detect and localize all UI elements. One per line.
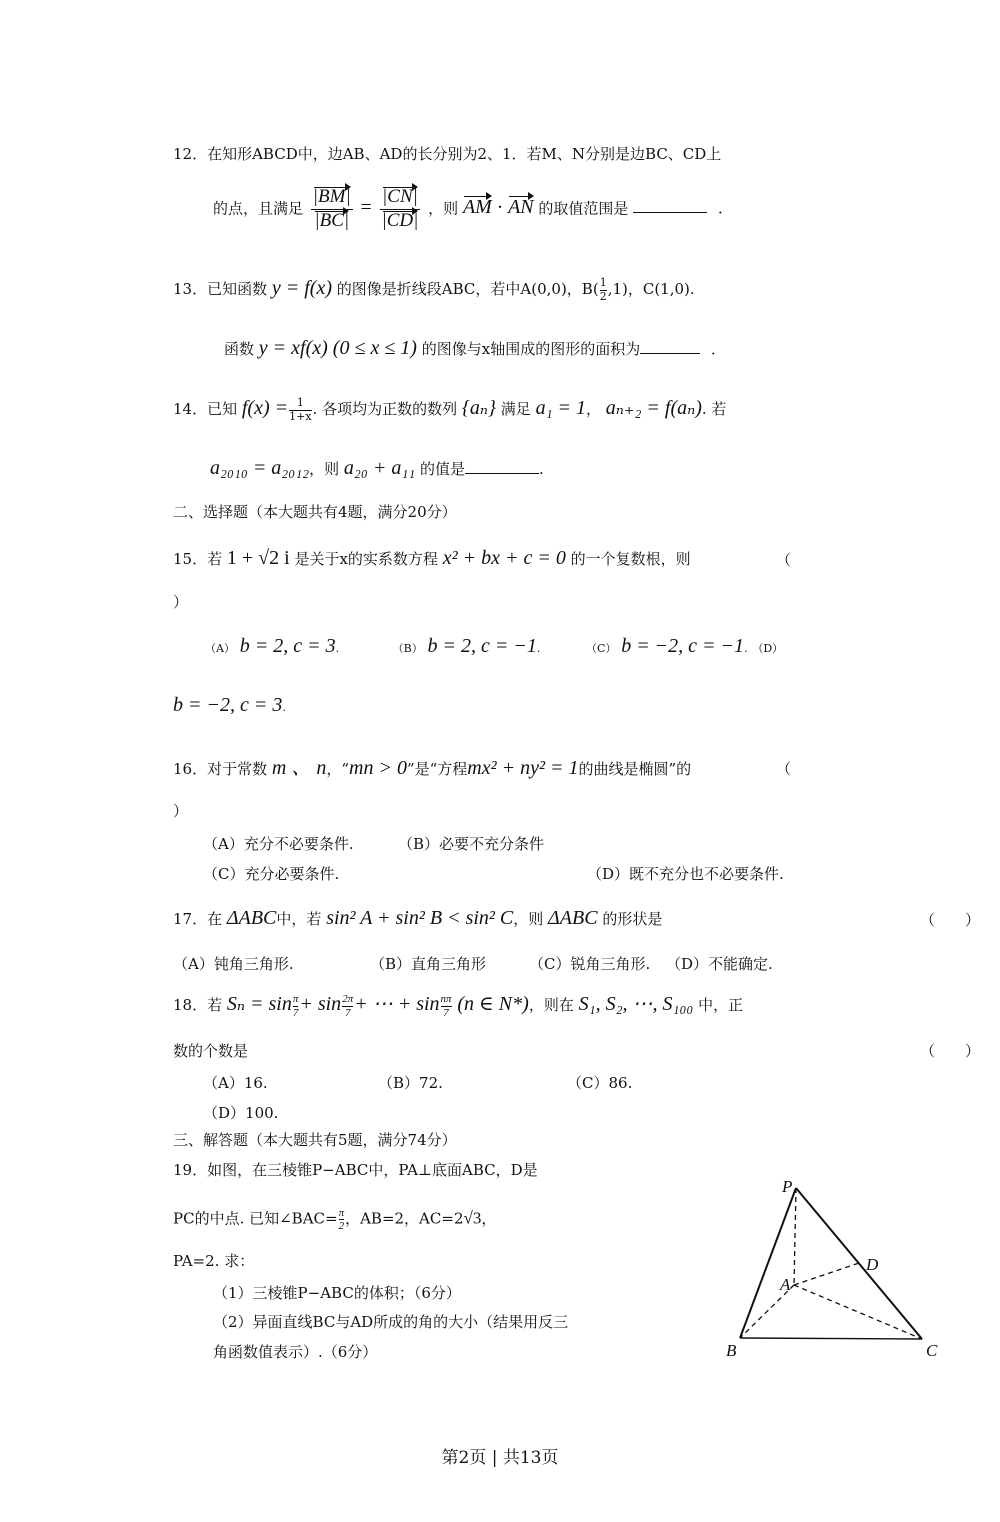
q15-opt-b-label: （B） (392, 642, 423, 655)
q18-text-a: 18．若 (173, 996, 223, 1014)
q14-text-f: 的值是 (420, 460, 466, 478)
q14-answer-blank (465, 459, 539, 474)
q19-line3: PA=2. 求： (173, 1252, 255, 1270)
q18-opt-a: （A）16. (203, 1074, 268, 1092)
q15-opt-c-label: （C） (585, 642, 617, 655)
q14-text-a: 14．已知 (173, 400, 238, 418)
q18-opt-b: （B）72. (378, 1074, 443, 1092)
q17-text-c: ，则 (513, 910, 544, 928)
q17-text-d: 的形状是 (602, 910, 663, 928)
q12-answer-blank (633, 198, 707, 213)
label-b: B (726, 1341, 737, 1360)
q18-line1 (173, 992, 743, 1019)
label-d: D (866, 1255, 879, 1274)
q18-cond: (n ∈ N*) (457, 993, 529, 1015)
q14-end: . (539, 460, 544, 478)
q17-opt-a: （A）钝角三角形. (173, 955, 294, 973)
q17-text-a: 17．在 (173, 910, 223, 928)
q15-text-b: 是关于x的实系数方程 (294, 550, 438, 568)
q15-opt-d-line: b = −2, c = 3. (173, 694, 286, 716)
q15-opt-a-label: （A） (205, 642, 235, 655)
q14-line2 (210, 456, 544, 480)
label-c: C (926, 1341, 938, 1360)
q16-text-c: ”是“方程 (406, 760, 468, 778)
q19-text-b: ，AB=2，AC=2 (345, 1209, 464, 1228)
q13-text-a: 13．已知函数 (173, 280, 268, 298)
vec-am: AM (462, 196, 492, 219)
q14-text-b: . 各项均为正数的数列 (312, 400, 458, 418)
q17-opt-b: （B）直角三角形 (370, 955, 487, 973)
q16-opt-b: （B）必要不充分条件 (398, 835, 545, 853)
q19-line2 (173, 1207, 496, 1232)
q15-expr: 1 + √2 i (226, 547, 290, 569)
edge-pa (794, 1188, 796, 1285)
q15-options: （A） b = 2, c = 3. （B） b = 2, c = −1. （C） b = −2, c = −1. （D） (205, 635, 784, 657)
q18-plus-sin: + sin (299, 993, 342, 1015)
q15-opt-a: b = 2, c = 3 (239, 635, 336, 657)
q17-text-b: 中，若 (276, 910, 322, 928)
q16-eq: mx² + ny² = 1 (467, 757, 579, 779)
q17-tri2: ΔABC (548, 907, 598, 929)
q12-text-b: ，则 (428, 199, 459, 218)
q15-opt-d: b = −2, c = 3 (173, 694, 283, 716)
q12-end: ． (718, 199, 734, 218)
q18-opt-d: （D）100. (203, 1104, 279, 1122)
vec-an: AN (508, 196, 534, 219)
q16-line1 (173, 756, 691, 780)
q18-opt-c: （C）86. (567, 1074, 633, 1092)
q14-cond2: aₙ₊₂ = f(aₙ) (605, 397, 702, 419)
edge-pc (796, 1188, 922, 1339)
q14-cond3: a₂₀₁₀ = a₂₀₁₂ (210, 457, 310, 479)
q13-text-d: 函数 (224, 340, 255, 358)
q15-eq: x² + bx + c = 0 (442, 547, 566, 569)
q19-line1: 19．如图，在三棱锥P−ABC中，PA⊥底面ABC，D是 (173, 1161, 538, 1179)
label-p: P (782, 1177, 793, 1196)
q16-paren-close: ） (173, 802, 189, 820)
q17-tri: ΔABC (226, 907, 277, 929)
q15-opt-b: b = 2, c = −1 (427, 635, 537, 657)
vec-bc: |BC| (314, 209, 350, 231)
q18-text-c: 中，正 (698, 996, 744, 1014)
section-2-title: 二、选择题（本大题共有4题，满分20分） (173, 503, 457, 521)
tetrahedron-figure (720, 1172, 950, 1367)
q13-func: y = f(x) (271, 277, 333, 299)
q18-frac3: $\frac{n\pi}{7}$ (440, 993, 452, 1019)
q15-text-a: 15．若 (173, 550, 223, 568)
q16-text-b: ，“ (326, 760, 349, 778)
q16-text-a: 16．对于常数 (173, 760, 268, 778)
q15-paren-close: ） (173, 593, 189, 611)
q16-opt-d: （D）既不充分也不必要条件. (587, 865, 784, 883)
q14-line1: 14．已知 f(x) = $\frac{1}{1+x}$ . 各项均为正数的数列 {aₙ} 满足 a₁ = 1， aₙ₊₂ = f(aₙ). 若 (173, 396, 727, 423)
q14-sum: a₂₀ + a₁₁ (343, 457, 416, 479)
q19-frac-angle: $\frac{\pi}{2}$ (338, 1207, 345, 1233)
q13-line2 (224, 336, 726, 360)
q13-text-c: ,1)，C(1,0). (607, 280, 695, 298)
q13-text-e: 的图像与x轴围成的图形的面积为 (421, 340, 641, 358)
q18-frac1: $\frac{\pi}{7}$ (292, 993, 299, 1019)
q15-opt-c: b = −2, c = −1 (621, 635, 745, 657)
q15-line1 (173, 546, 691, 570)
q18-list: S₁, S₂, ⋯, S₁₀₀ (578, 993, 694, 1015)
vec-cn: |CN| (382, 186, 418, 207)
vec-cd: |CD| (381, 209, 419, 231)
q12-line1: 12．在知形ABCD中，边AB、AD的长分别为2、1．若M、N分别是边BC、CD上 (173, 145, 722, 163)
q15-paren-open: （ (776, 551, 792, 569)
q19-text-a: PC的中点. 已知∠BAC= (173, 1209, 338, 1228)
page-footer: 第2页 | 共13页 (441, 1448, 559, 1468)
q17-line1 (173, 906, 662, 930)
q17-paren: （ ） (920, 911, 981, 929)
q19-part1: （1）三棱锥P−ABC的体积；（6分） (213, 1284, 461, 1302)
q14-cond1: a₁ = 1 (535, 397, 587, 419)
q12-frac-cn-cd (380, 186, 421, 233)
q13-text-b: 的图像是折线段ABC，若中A(0,0)，B( (336, 280, 599, 298)
q13-end: ． (710, 340, 726, 358)
edge-pb (740, 1188, 796, 1338)
q16-cond: mn > 0 (349, 757, 407, 779)
q14-text-e: ，则 (309, 460, 340, 478)
q14-fx: f(x) = (241, 397, 289, 419)
q15-text-c: 的一个复数根，则 (570, 550, 691, 568)
edge-bc (740, 1338, 922, 1339)
q17-opt-d: （D）不能确定. (666, 955, 773, 973)
q14-frac: $\frac{1}{1+x}$ (289, 396, 312, 423)
q14-text-c: 满足 (500, 400, 531, 418)
q18-frac2: $\frac{2\pi}{7}$ (342, 993, 354, 1019)
edge-ac (794, 1285, 922, 1339)
q14-text-d: . 若 (701, 400, 727, 418)
label-a: A (780, 1275, 791, 1294)
q16-mn: m 、 n (271, 757, 327, 779)
q13-func2: y = xf(x) (0 ≤ x ≤ 1) (258, 337, 417, 359)
q12-text-a: 的点，且满足 (213, 199, 304, 218)
q15-opt-d-label: （D） (752, 642, 784, 655)
q17-opt-c: （C）锐角三角形. (529, 955, 651, 973)
section-3-title: 三、解答题（本大题共有5题，满分74分） (173, 1131, 457, 1149)
q18-sn: Sₙ = sin (226, 993, 292, 1015)
q12-frac-bm-bc (311, 186, 353, 233)
q14-seq: {aₙ} (461, 397, 496, 419)
q13-frac-half: $\frac{1}{2}$ (599, 276, 607, 303)
q19-sqrt3: √3 (463, 1208, 482, 1228)
q16-opt-a: （A）充分不必要条件. (203, 835, 354, 853)
q13-line1 (173, 276, 695, 303)
q19-text-c: ， (481, 1209, 497, 1228)
q16-opt-c: （C）充分必要条件. (203, 865, 340, 883)
q18-paren: （ ） (920, 1042, 981, 1060)
segment-ad (794, 1263, 859, 1285)
q18-text-b: ，则在 (528, 996, 574, 1014)
q12-text-c: 的取值范围是 (538, 199, 629, 218)
q16-text-d: 的曲线是椭圆”的 (578, 760, 692, 778)
q17-ineq: sin² A + sin² B < sin² C (326, 907, 514, 929)
q19-part2b: 角函数值表示）.（6分） (213, 1343, 378, 1361)
q12-line2: 的点，且满足 $\frac{|BM|}{|BC|}$ = $\frac{|CN|}{|CD|}$ ，则 AM · AN 的取值范围是 ． (213, 186, 734, 231)
q19-part2a: （2）异面直线BC与AD所成的角的大小（结果用反三 (213, 1313, 569, 1331)
q18-dots: + ⋯ + sin (354, 993, 440, 1015)
vec-bm: |BM| (312, 186, 351, 207)
q16-paren-open: （ (776, 760, 792, 778)
q18-line2: 数的个数是 (173, 1042, 249, 1060)
q13-answer-blank (640, 339, 700, 354)
